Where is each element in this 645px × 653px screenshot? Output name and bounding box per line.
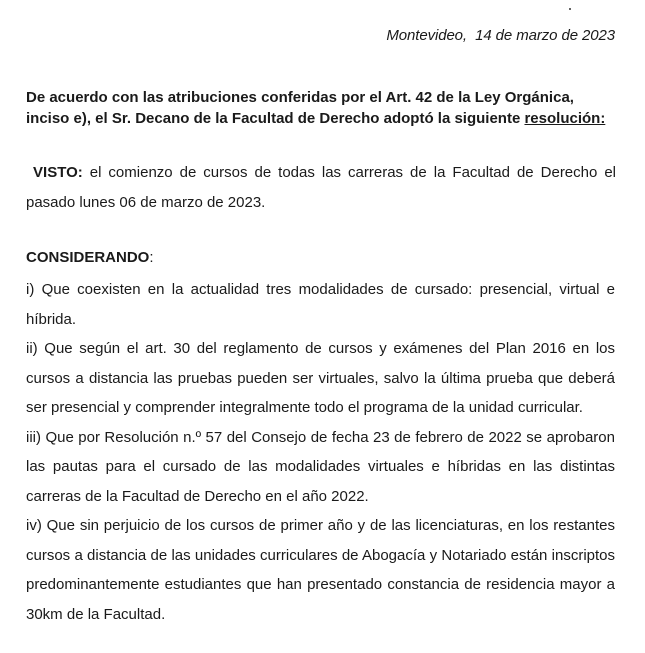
considerando-item-iii: iii) Que por Resolución n.º 57 del Consejo de fecha 23 de febrero de 2022 se aprobaron las pautas para el cursado de las modalidades virtuales e híbridas en las distintas carreras de la Facultad de Derecho en el año 2022. — [26, 428, 615, 505]
resolution-label: resolución: — [524, 110, 606, 127]
visto-text: el comienzo de cursos de todas las carreras de la Facultad de Derecho el pasado lunes 06 de marzo de 2023. — [26, 164, 617, 211]
considerando-label: CONSIDERANDO — [26, 249, 150, 266]
considerando-item-iv: iv) Que sin perjuicio de los cursos de primer año y de las licenciaturas, en los restantes cursos a distancia de las unidades curriculares de Abogacía y Notariado están inscriptos predominantemente estudiantes que han presentado constancia de residencia mayor a 30km de la Facultad. — [26, 517, 615, 623]
considerando-heading — [26, 248, 154, 268]
considerando-list — [26, 275, 615, 629]
scan-speck — [569, 8, 571, 10]
document-date: Montevideo, 14 de marzo de 2023 — [386, 27, 615, 44]
intro-text: De acuerdo con las atribuciones conferidas por el Art. 42 de la Ley Orgánica, inciso e), el Sr. Decano de la Facultad de Derecho adoptó la siguiente — [26, 89, 574, 127]
considerando-colon: : — [149, 249, 154, 266]
visto-paragraph — [26, 158, 616, 218]
visto-label: VISTO: — [33, 164, 83, 181]
considerando-item-i: i) Que coexisten en la actualidad tres modalidades de cursado: presencial, virtual e híbrida. — [26, 281, 615, 328]
considerando-item-ii: ii) Que según el art. 30 del reglamento de cursos y exámenes del Plan 2016 en los cursos a distancia las pruebas pueden ser virtuales, salvo la última prueba que deberá ser presencial y comprender integralmente todo el programa de la unidad curricular. — [26, 340, 615, 416]
intro-paragraph — [26, 87, 616, 129]
